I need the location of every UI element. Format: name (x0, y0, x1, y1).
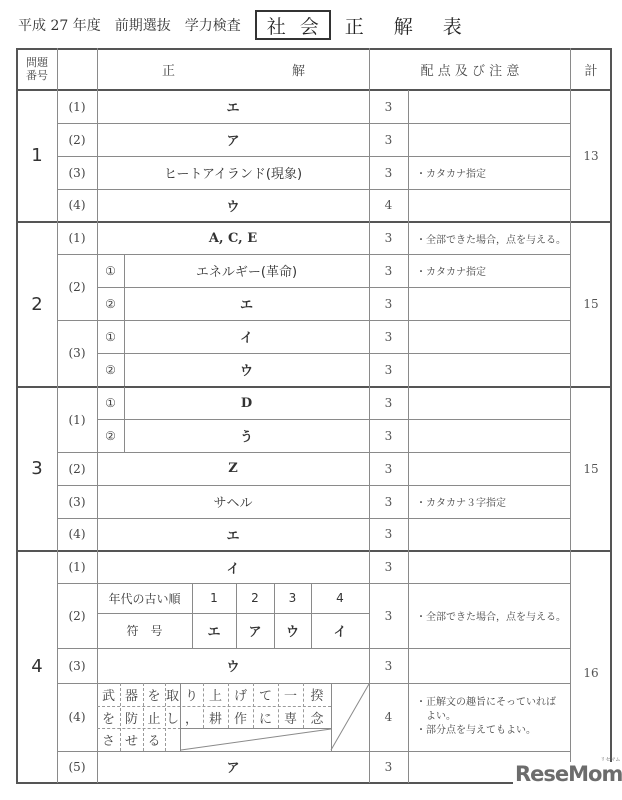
sub-question: (2) (68, 132, 86, 147)
symbol-answer: エ (207, 625, 221, 640)
sub-question: (4) (68, 527, 86, 541)
sub-question: (1) (68, 99, 86, 114)
grid-char: 耕 (208, 711, 222, 727)
answer: エ (226, 528, 240, 544)
header-total: 計 (584, 63, 598, 79)
note: ・全部できた場合，点を与える。 (416, 234, 566, 246)
header-answer: 正 解 (161, 63, 305, 79)
grid-char: せ (124, 734, 138, 749)
points: 3 (384, 494, 393, 509)
answer: ア (226, 134, 240, 149)
grid-char: 念 (310, 711, 324, 727)
document-title (18, 10, 492, 40)
sub-question: (2) (68, 608, 86, 623)
part-number: ② (105, 296, 116, 311)
grid-char: 防 (124, 711, 138, 727)
note: ・正解文の趣旨にそっていれば よい。 ・部分点を与えてもよい。 (416, 697, 556, 736)
order-number: 3 (288, 591, 297, 605)
points: 3 (384, 165, 393, 180)
sub-question: (4) (68, 198, 86, 212)
section-number: 1 (31, 145, 43, 166)
grid-char: 取 (165, 689, 179, 704)
points: 3 (384, 428, 393, 443)
part-number: ② (105, 362, 116, 377)
points: 3 (384, 608, 393, 623)
points: 3 (384, 263, 393, 278)
section-total: 16 (583, 665, 599, 680)
part-number: ① (105, 329, 116, 344)
answer: エ (226, 101, 240, 116)
subject-box (255, 10, 331, 40)
exam-meta: 平成 27 年度 前期選抜 学力検査 (18, 18, 241, 34)
answer: A, C, E (208, 230, 258, 246)
doc-title: 正解表 (344, 15, 492, 38)
part-number: ① (105, 396, 116, 410)
grid-char: 上 (208, 689, 222, 704)
sub-question: (3) (68, 165, 86, 180)
section-total: 13 (583, 148, 599, 163)
answer: ウ (239, 364, 253, 379)
points: 4 (384, 710, 393, 724)
grid-char: を (101, 711, 115, 727)
sub-question: (2) (68, 461, 86, 476)
points: 3 (384, 296, 393, 311)
subject-char: 社 (266, 15, 300, 38)
grid-char: さ (101, 734, 115, 749)
grid-char: る (147, 734, 161, 749)
symbol-label: 符 号 (126, 624, 163, 638)
points: 3 (384, 329, 393, 344)
sub-question: (4) (68, 710, 86, 724)
sub-question: (1) (68, 560, 86, 574)
note: ・全部できた場合，点を与える。 (416, 612, 566, 623)
answer: ヒートアイランド(現象) (163, 167, 303, 182)
sub-question: (3) (68, 346, 86, 360)
grid-char: て (258, 689, 272, 704)
grid-char: 専 (283, 711, 297, 727)
sub-question: (3) (68, 658, 86, 673)
part-number: ② (105, 428, 116, 443)
section-total: 15 (583, 461, 599, 476)
grid-char: 揆 (310, 689, 324, 704)
grid-char: 武 (101, 689, 115, 704)
grid-char: 一 (283, 689, 297, 704)
grid-char: 作 (233, 711, 247, 727)
sub-question: (1) (68, 231, 86, 245)
points: 3 (384, 461, 393, 476)
grid-char: ， (184, 711, 198, 727)
note: ・カタカナ指定 (416, 267, 486, 278)
symbol-answer: イ (333, 625, 347, 640)
section-total: 15 (583, 297, 599, 311)
points: 3 (384, 560, 393, 574)
grid-char: 器 (124, 689, 138, 704)
symbol-answer: ウ (285, 625, 299, 640)
header-question-number: 問題 番号 (26, 56, 48, 82)
answer: ウ (226, 199, 240, 215)
note: ・カタカナ３字指定 (416, 498, 506, 509)
points: 3 (384, 658, 393, 673)
answer: D (240, 395, 253, 411)
grid-char: り (184, 689, 198, 704)
order-number: 2 (251, 591, 259, 605)
note: ・カタカナ指定 (416, 169, 486, 180)
answer: サヘル (213, 496, 253, 511)
grid-char: げ (233, 689, 247, 704)
answer: イ (226, 561, 240, 577)
points: 3 (384, 99, 393, 114)
answer: エ (239, 298, 253, 313)
answer: ア (226, 761, 240, 776)
points: 3 (384, 396, 393, 410)
resemom-logo: ReseMom リセマム (513, 762, 622, 786)
order-number: 1 (210, 591, 218, 605)
header-points-notes: 配 点 及 び 注 意 (420, 63, 520, 79)
symbol-answer: ア (248, 625, 262, 640)
points: 3 (384, 132, 393, 147)
subject-char: 会 (299, 15, 319, 38)
order-label: 年代の古い順 (108, 591, 181, 606)
points: 3 (384, 231, 393, 245)
answer: う (239, 430, 253, 445)
sub-question: (2) (68, 280, 86, 294)
points: 4 (384, 198, 393, 212)
sub-question: (1) (68, 412, 86, 427)
section-number: 2 (31, 293, 43, 315)
points: 3 (384, 527, 393, 541)
answer: イ (239, 331, 253, 346)
order-number: 4 (336, 591, 344, 605)
grid-char: 止 (147, 711, 161, 727)
answer: エネルギー(革命) (195, 265, 298, 280)
answer: ウ (226, 660, 240, 675)
grid-char: し (165, 711, 179, 727)
points: 3 (384, 362, 393, 377)
grid-char: に (258, 711, 272, 727)
points: 3 (384, 759, 393, 774)
sub-question: (3) (68, 494, 86, 509)
col-divider (408, 90, 409, 783)
part-number: ① (105, 263, 116, 278)
grid-char: を (147, 689, 161, 704)
section-number: 4 (31, 656, 43, 677)
section-number: 3 (31, 458, 43, 479)
answer: Z (228, 461, 238, 476)
sub-question: (5) (68, 759, 86, 774)
